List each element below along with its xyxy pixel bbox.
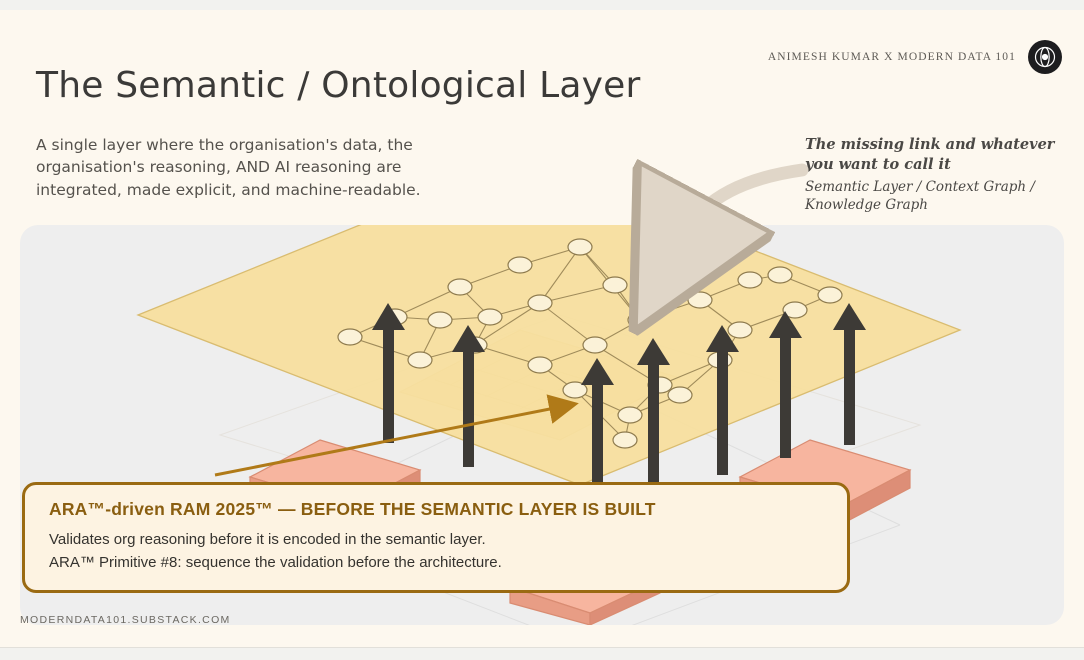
footer-source: MODERNDATA101.SUBSTACK.COM xyxy=(20,614,231,626)
annotation-line-1: The missing link and whatever you want to call it xyxy=(805,136,1055,173)
page-edge-bottom xyxy=(0,647,1084,660)
callout-line-2: ARA™ Primitive #8: sequence the validation before the architecture. xyxy=(49,553,502,571)
callout-line-1: Validates org reasoning before it is encoded in the semantic layer. xyxy=(49,531,486,548)
brand xyxy=(768,40,1062,74)
handwritten-annotation xyxy=(805,135,1065,215)
slide xyxy=(0,10,1084,648)
page-subtitle: A single layer where the organisation's data, the organisation's reasoning, AND AI reasoning are integrated, made explicit, and machine-readable. xyxy=(36,136,421,199)
globe-circle-icon xyxy=(1028,40,1062,74)
page-title: The Semantic / Ontological Layer xyxy=(36,65,641,106)
brand-label: ANIMESH KUMAR X MODERN DATA 101 xyxy=(767,51,1016,63)
callout-box xyxy=(22,482,850,593)
annotation-line-2: Semantic Layer / Context Graph / Knowledge Graph xyxy=(805,179,1035,214)
callout-title: ARA™-driven RAM 2025™ — BEFORE THE SEMANTIC LAYER IS BUILT xyxy=(49,499,656,519)
